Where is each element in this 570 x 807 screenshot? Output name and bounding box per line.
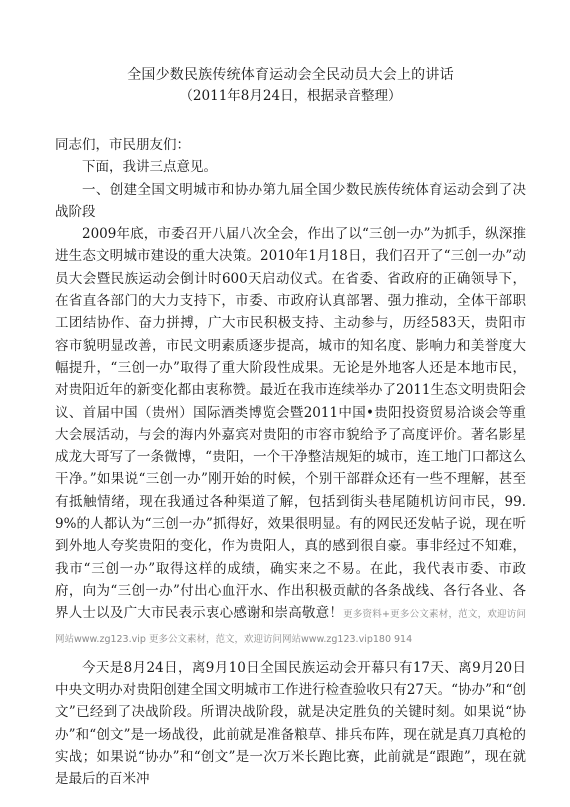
watermark-text: 更多资料+更多公文素材，范文，欢迎访问网站www.zg123.vip 更多公文素材，范文，欢迎访问网站www.zg123.vip180 914 — [55, 609, 526, 645]
section-heading: 一、创建全国文明城市和协办第九届全国少数民族传统体育运动会到了决战阶段 — [55, 181, 526, 220]
document-subtitle: （2011年8月24日，根据录音整理） — [179, 88, 402, 104]
intro-paragraph: 下面，我讲三点意见。 — [82, 159, 217, 176]
body-paragraph: 今天是8月24日，离9月10日全国民族运动会开幕只有17天、离9月20日中央文明办对贵阳创建全国文明城市工作进行检查验收只有27天。“协办”和“创文”已经到了决战阶段。所谓决战阶段，就是决定胜负的关键时刻。如果说“协办”和“创文”是一场战役，此前就是准备粮草、排兵布阵，现在就是真刀真枪的实战；如果说“协办”和“创文”是一次万米长跑比赛，此前就是“跟跑”，现在就是最后的百米冲 — [55, 659, 526, 788]
salutation: 同志们，市民朋友们： — [55, 137, 190, 153]
document-title: 全国少数民族传统体育运动会全民动员大会上的讲话 — [127, 67, 454, 83]
body-paragraph — [55, 223, 526, 651]
paragraph-text: 2009年底，市委召开八届八次全会，作出了以“三创一办”为抓手，纵深推进生态文明城市建设的重大决策。2010年1月18日，我们召开了“三创一办”动员大会暨民族运动会倒计时600天启动仪式。在省委、省政府的正确领导下，在省直各部门的大力支持下，市委、市政府认真部署、强力推动，全体干部职工团结协作、奋力拼搏，广大市民积极支持、主动参与，历经583天，贵阳市容市貌明显改善，市民文明素质逐步提高，城市的知名度、影响力和美誉度大幅提升，“三创一办”取得了重大阶段性成果。无论是外地客人还是本地市民，对贵阳近年的新变化都由衷称赞。最近在我市连续举办了2011生态文明贵阳会议、首届中国（贵州）国际酒类博览会暨2011中国•贵阳投资贸易洽谈会等重大会展活动，与会的海内外嘉宾对贵阳的市容市貌给予了高度评价。著名影星成龙大哥写了一条微博，“贵阳，一个干净整洁规矩的城市，连工地门口都这么干净。”如果说“三创一办”刚开始的时候，个别干部群众还有一些不理解，甚至有抵触情绪，现在我通过各种渠道了解，包括到街头巷尾随机访问市民，99.9%的人都认为“三创一办”抓得好，效果很明显。有的网民还发帖子说，现在听到外地人夸奖贵阳的变化，作为贵阳人，真的感到很自豪。事非经过不知难，我市“三创一办”取得这样的成绩，确实来之不易。在此，我代表市委、市政府，向为“三创一办”付出心血汗水、作出积极贡献的各条战线、各行各业、各界人士以及广大市民表示衷心感谢和崇高敬意！ — [55, 226, 526, 622]
